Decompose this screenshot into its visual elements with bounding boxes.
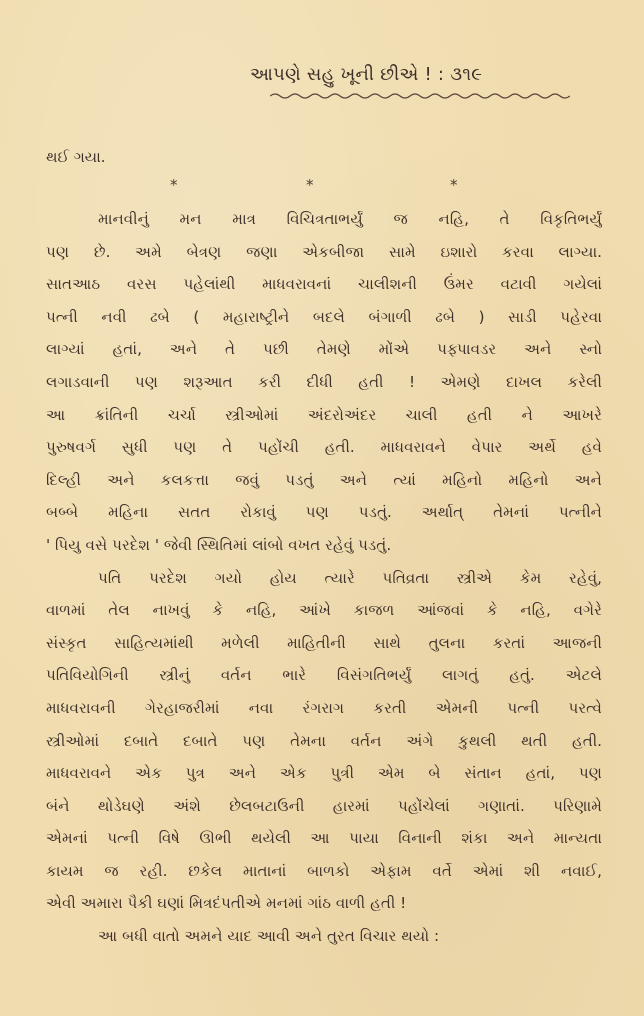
paragraph-3 — [46, 920, 602, 953]
continuation-line: થઈ ગયા. — [46, 148, 106, 166]
running-header-text: આપણે સહુ ખૂની છીએ ! : ૩૧૯ — [250, 64, 483, 85]
text-line: ' પિયુ વસે પરદેશ ' જેવી સ્થિતિમાં લાંબો વખત રહેવું પડતું. — [46, 535, 392, 554]
text-line: એમનાં પત્ની વિષે ઊભી થયેલી આ પાયા વિનાની શંકા અને માન્યતા — [46, 829, 602, 848]
text-line: પણ છે. અમે બેત્રણ જણા એકબીજા સામે ઇશારો કરવા લાગ્યા. — [46, 242, 602, 261]
section-break-star: * — [450, 176, 458, 194]
text-line: આ બધી વાતો અમને યાદ આવી અને તુરત વિચાર થયો : — [98, 927, 440, 946]
text-line: માધવરાવને એક પુત્ર અને એક પુત્રી એમ બે સંતાન હતાં, પણ — [46, 764, 602, 783]
text-line: બંને થોડેઘણે અંશે છેલબટાઉની હારમાં પહોંચેલાં ગણાતાં. પરિણામે — [46, 796, 602, 815]
text-line: વાળમાં તેલ નાખવું કે નહિ, આંખે કાજળ આંજવાં કે નહિ, વગેરે — [46, 601, 602, 620]
paragraph-2 — [46, 562, 602, 921]
text-line: લાગ્યાં હતાં, અને તે પછી તેમણે મોંએ પફ્પાવડર અને સ્નો — [46, 340, 602, 359]
section-break — [0, 176, 644, 196]
text-line: લગાડવાની પણ શરૂઆત કરી દીધી હતી ! એમણે દાખલ કરેલી — [46, 372, 602, 391]
text-line: માનવીનું મન માત્ર વિચિત્રતાભર્યું જ નહિ, તે વિકૃતિભર્યું — [98, 210, 602, 228]
text-line: સ્ત્રીઓમાં દબાતે દબાતે પણ તેમના વર્તન અંગે કુથલી થતી હતી. — [46, 731, 602, 750]
section-break-star: * — [170, 176, 178, 194]
body-text — [46, 203, 602, 953]
text-line: પુરુષવર્ગ સુધી પણ તે પહોંચી હતી. માધવરાવને વેપાર અર્થે હવે — [46, 438, 602, 457]
text-line: સાતઆઠ વરસ પહેલાંથી માધવરાવનાં ચાલીશની ઉંમર વટાવી ગયેલાં — [46, 275, 602, 294]
text-line: પત્ની નવી ઢબે ( મહારાષ્ટ્રીને બદલે બંગાળી ઢબે ) સાડી પહેરવા — [46, 307, 602, 326]
paragraph-1 — [46, 203, 602, 562]
text-line: દિલ્હી અને કલકત્તા જવું પડતું અને ત્યાં મહિનો મહિનો અને — [46, 470, 602, 489]
text-line: સંસ્કૃત સાહિત્યમાંથી મળેલી માહિતીની સાથે તુલના કરતાં આજની — [46, 633, 602, 652]
text-line: પતિ પરદેશ ગયો હોય ત્યારે પતિવ્રતા સ્ત્રીએ કેમ રહેવું, — [98, 568, 602, 587]
text-line: આ ક્રાંતિની ચર્ચા સ્ત્રીઓમાં અંદરોઅંદર ચાલી હતી ને આખરે — [46, 405, 602, 424]
section-break-star: * — [306, 176, 314, 194]
text-line: કાયમ જ રહી. છકેલ માતાનાં બાળકો એફામ વર્તે એમાં શી નવાઈ, — [46, 861, 602, 880]
text-line: બબ્બે મહિના સતત રોકાવું પણ પડતું. અર્થાત્ તેમનાં પત્નીને — [46, 503, 602, 522]
text-line: એવી અમારા પૈકી ઘણાં મિત્રદંપતીએ મનમાં ગાંઠ વાળી હતી ! — [46, 894, 407, 913]
running-header — [250, 64, 580, 85]
text-line: માધવરાવની ગેરહાજરીમાં નવા રંગરાગ કરતી એમની પત્ની પરત્વે — [46, 698, 602, 717]
text-line: પતિવિયોગિની સ્ત્રીનું વર્તન ભારે વિસંગતિભર્યું લાગતું હતું. એટલે — [46, 666, 602, 685]
header-wavy-rule — [270, 92, 570, 100]
